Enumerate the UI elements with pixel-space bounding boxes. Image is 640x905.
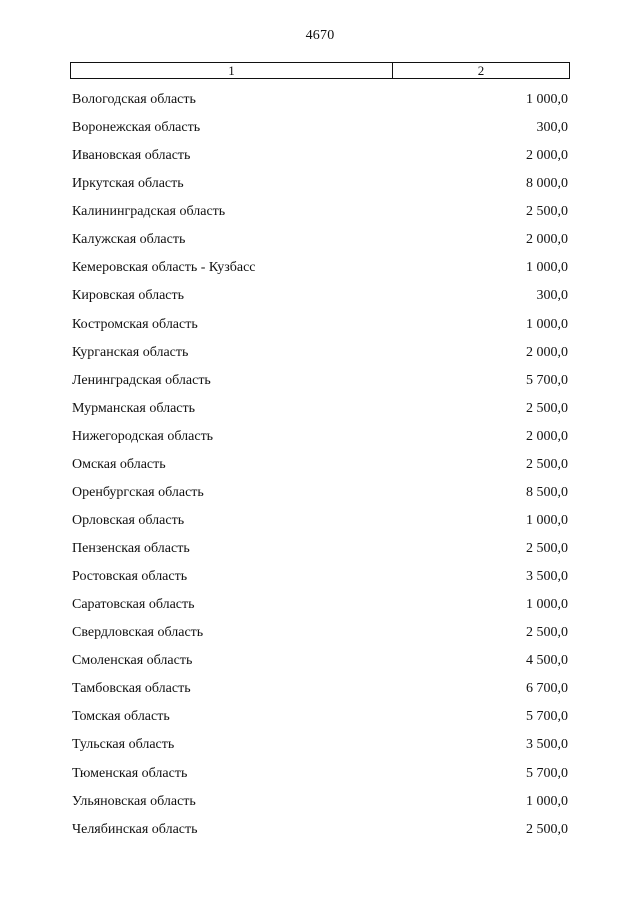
region-name: Мурманская область	[72, 400, 196, 416]
amount-value: 2 500,0	[526, 625, 568, 641]
region-name: Иркутская область	[72, 176, 184, 192]
region-name: Свердловская область	[72, 625, 204, 641]
amount-value: 2 000,0	[526, 428, 568, 444]
amount-value: 2 000,0	[526, 344, 568, 360]
table-row	[72, 423, 568, 451]
region-name: Тюменская область	[72, 765, 188, 781]
region-name: Челябинская область	[72, 821, 198, 837]
table-row	[72, 170, 568, 198]
region-name: Кемеровская область - Кузбасс	[72, 260, 256, 276]
table-row	[72, 535, 568, 563]
table-header	[70, 62, 570, 79]
region-name: Ульяновская область	[72, 793, 196, 809]
table-row	[72, 788, 568, 816]
table-body	[72, 86, 568, 844]
table-row	[72, 311, 568, 339]
table-row	[72, 86, 568, 114]
column-header-2: 2	[477, 62, 485, 78]
table-row	[72, 367, 568, 395]
region-name: Пензенская область	[72, 541, 190, 557]
region-name: Ивановская область	[72, 148, 191, 164]
amount-value: 300,0	[536, 288, 568, 304]
amount-value: 5 700,0	[526, 709, 568, 725]
region-name: Омская область	[72, 456, 166, 472]
amount-value: 2 500,0	[526, 541, 568, 557]
amount-value: 5 700,0	[526, 765, 568, 781]
region-name: Тамбовская область	[72, 681, 191, 697]
region-name: Ленинградская область	[72, 372, 211, 388]
amount-value: 1 000,0	[526, 793, 568, 809]
amount-value: 1 000,0	[526, 260, 568, 276]
table-row	[72, 282, 568, 310]
table-row	[72, 816, 568, 844]
amount-value: 1 000,0	[526, 316, 568, 332]
amount-value: 1 000,0	[526, 92, 568, 108]
amount-value: 5 700,0	[526, 372, 568, 388]
amount-value: 8 000,0	[526, 176, 568, 192]
amount-value: 1 000,0	[526, 512, 568, 528]
amount-value: 2 000,0	[526, 232, 568, 248]
table-row	[72, 142, 568, 170]
table-row	[72, 114, 568, 142]
region-name: Курганская область	[72, 344, 189, 360]
region-name: Костромская область	[72, 316, 198, 332]
region-name: Калининградская область	[72, 204, 226, 220]
amount-value: 3 500,0	[526, 569, 568, 585]
table-row	[72, 760, 568, 788]
amount-value: 8 500,0	[526, 484, 568, 500]
table-row	[72, 507, 568, 535]
table-row	[72, 703, 568, 731]
region-name: Воронежская область	[72, 120, 201, 136]
region-name: Вологодская область	[72, 92, 196, 108]
region-name: Смоленская область	[72, 653, 193, 669]
amount-value: 2 500,0	[526, 400, 568, 416]
amount-value: 4 500,0	[526, 653, 568, 669]
table-row	[72, 619, 568, 647]
table-row	[72, 226, 568, 254]
region-name: Кировская область	[72, 288, 185, 304]
table-row	[72, 647, 568, 675]
table-row	[72, 451, 568, 479]
region-name: Ростовская область	[72, 569, 188, 585]
amount-value: 300,0	[536, 120, 568, 136]
amount-value: 2 500,0	[526, 204, 568, 220]
amount-value: 2 500,0	[526, 821, 568, 837]
table-row	[72, 731, 568, 759]
amount-value: 3 500,0	[526, 737, 568, 753]
table-row	[72, 675, 568, 703]
region-name: Саратовская область	[72, 597, 195, 613]
table-row	[72, 339, 568, 367]
region-name: Тульская область	[72, 737, 175, 753]
region-name: Томская область	[72, 709, 170, 725]
table-row	[72, 198, 568, 226]
table-row	[72, 254, 568, 282]
table-row	[72, 395, 568, 423]
amount-value: 2 500,0	[526, 456, 568, 472]
table-row	[72, 479, 568, 507]
column-header-1: 1	[71, 63, 393, 78]
region-name: Оренбургская область	[72, 484, 204, 500]
table-row	[72, 591, 568, 619]
amount-value: 2 000,0	[526, 148, 568, 164]
region-name: Калужская область	[72, 232, 186, 248]
region-name: Нижегородская область	[72, 428, 214, 444]
amount-value: 6 700,0	[526, 681, 568, 697]
amount-value: 1 000,0	[526, 597, 568, 613]
table-row	[72, 563, 568, 591]
page-number: 4670	[305, 28, 335, 43]
region-name: Орловская область	[72, 512, 185, 528]
